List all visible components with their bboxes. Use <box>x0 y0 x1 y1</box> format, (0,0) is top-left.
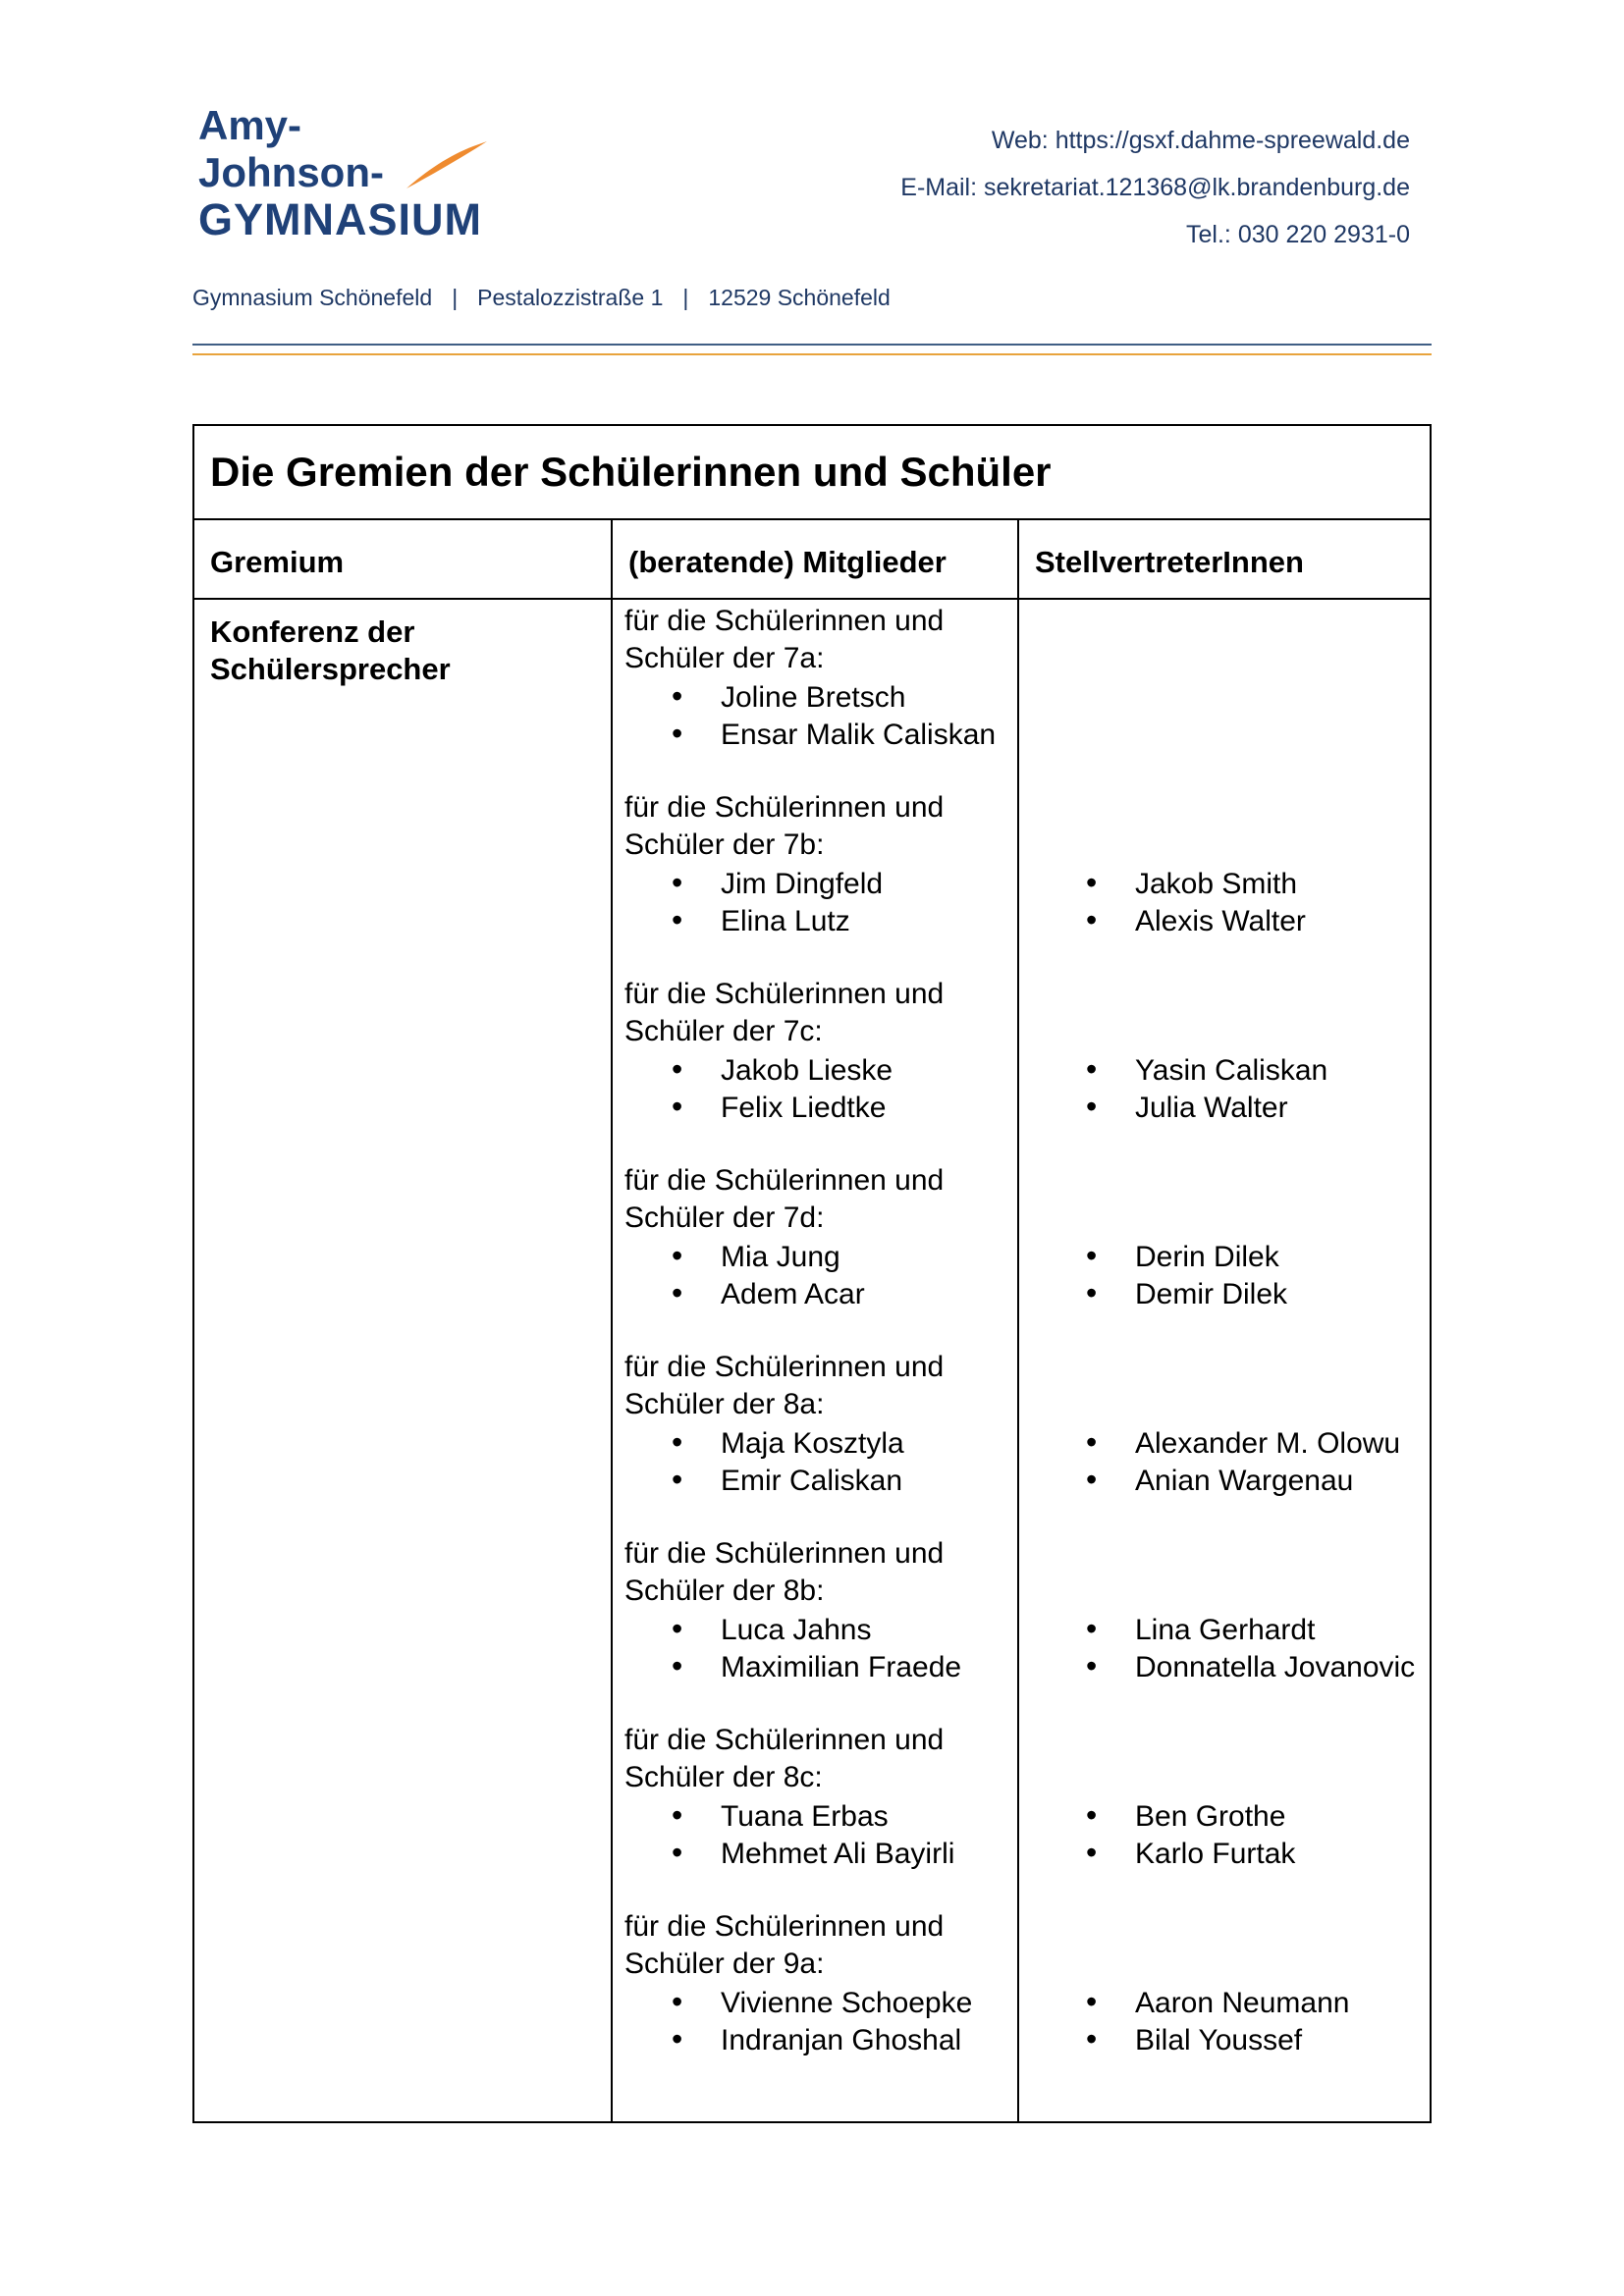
bullet-icon: • <box>672 1984 683 2019</box>
blank-line <box>624 1125 1017 1162</box>
bullet-icon: • <box>1086 1089 1098 1124</box>
intro-line-1: für die Schülerinnen und <box>624 605 945 637</box>
blank-line <box>624 1311 1017 1349</box>
member-item-name: Indranjan Ghoshal <box>721 2024 962 2056</box>
member-item <box>624 1796 1017 1834</box>
intro-line-2: Schüler der 9a: <box>624 1948 825 1980</box>
blank-line <box>1031 1200 1430 1237</box>
member-item-name: Tuana Erbas <box>721 1800 889 1833</box>
deputy-item-name: Ben Grothe <box>1135 1800 1286 1833</box>
bullet-icon: • <box>1086 1797 1098 1833</box>
member-item <box>624 1423 1017 1461</box>
blank-line <box>1031 1349 1430 1386</box>
deputy-section-8a <box>1031 1349 1430 1535</box>
blank-line <box>1031 1013 1430 1050</box>
deputy-section-8c <box>1031 1722 1430 1908</box>
bullet-icon: • <box>672 716 683 751</box>
blank-line <box>1031 1162 1430 1200</box>
deputy-item <box>1031 1983 1430 2020</box>
blank-line <box>1031 976 1430 1013</box>
member-item <box>624 715 1017 752</box>
deputy-section-7a <box>1031 603 1430 789</box>
bullet-icon: • <box>1086 1984 1098 2019</box>
swoosh-icon <box>406 141 487 188</box>
deputy-item <box>1031 1274 1430 1311</box>
deputy-item-name: Donnatella Jovanovic <box>1135 1651 1416 1683</box>
intro-line-2: Schüler der 7d: <box>624 1201 825 1234</box>
member-item <box>624 1647 1017 1684</box>
deputy-item-name: Demir Dilek <box>1135 1278 1288 1310</box>
member-item-name: Elina Lutz <box>721 905 850 937</box>
member-item <box>624 1050 1017 1088</box>
table-title: Die Gremien der Schülerinnen und Schüler <box>194 426 1430 520</box>
member-section-7c <box>624 976 1017 1162</box>
blank-line <box>624 752 1017 789</box>
intro-line-1: für die Schülerinnen und <box>624 1537 945 1570</box>
blank-line <box>1031 1125 1430 1162</box>
member-section-8b <box>624 1535 1017 1722</box>
member-item <box>624 2020 1017 2057</box>
member-item-name: Mehmet Ali Bayirli <box>721 1838 955 1870</box>
member-item-name: Jim Dingfeld <box>721 868 884 900</box>
intro-line-1: für die Schülerinnen und <box>624 1164 945 1197</box>
intro-line-1: für die Schülerinnen und <box>624 791 945 824</box>
deputy-item <box>1031 1050 1430 1088</box>
intro-line-2: Schüler der 7b: <box>624 828 825 861</box>
deputy-item-name: Karlo Furtak <box>1135 1838 1296 1870</box>
bullet-icon: • <box>672 1238 683 1273</box>
member-item <box>624 1088 1017 1125</box>
blank-line <box>1031 1946 1430 1983</box>
deputy-item-name: Anian Wargenau <box>1135 1465 1354 1497</box>
deputy-section-7c <box>1031 976 1430 1162</box>
intro-line-1: für die Schülerinnen und <box>624 1724 945 1756</box>
bullet-icon: • <box>1086 1238 1098 1273</box>
member-item <box>624 1274 1017 1311</box>
bullet-icon: • <box>1086 1051 1098 1087</box>
school-logo <box>198 102 482 244</box>
intro-line-2: Schüler der 8b: <box>624 1575 825 1607</box>
contact-block <box>900 128 1410 269</box>
member-item-name: Joline Bretsch <box>721 681 906 714</box>
blank-line <box>1031 827 1430 864</box>
logo-line-1: Amy- <box>198 102 302 148</box>
bullet-icon: • <box>672 1648 683 1683</box>
deputy-item-name: Julia Walter <box>1135 1092 1288 1124</box>
bullet-icon: • <box>672 1835 683 1870</box>
member-item-name: Adem Acar <box>721 1278 865 1310</box>
blank-line <box>1031 677 1430 715</box>
blank-line <box>1031 1871 1430 1908</box>
intro-line-2: Schüler der 8a: <box>624 1388 825 1420</box>
pipe-separator: | <box>452 285 459 310</box>
member-item-name: Maja Kosztyla <box>721 1427 904 1460</box>
bullet-icon: • <box>672 1424 683 1460</box>
member-item <box>624 1461 1017 1498</box>
member-section-7b <box>624 789 1017 976</box>
blank-line <box>1031 1573 1430 1610</box>
member-item <box>624 901 1017 938</box>
deputy-item <box>1031 1237 1430 1274</box>
bullet-icon: • <box>1086 1648 1098 1683</box>
bullet-icon: • <box>1086 1275 1098 1310</box>
blank-line <box>1031 1684 1430 1722</box>
bullet-icon: • <box>1086 1611 1098 1646</box>
deputy-item <box>1031 1834 1430 1871</box>
bullet-icon: • <box>672 1089 683 1124</box>
blank-line <box>1031 1498 1430 1535</box>
address-city: 12529 Schönefeld <box>708 285 891 310</box>
blank-line <box>1031 789 1430 827</box>
blank-line <box>1031 603 1430 640</box>
address-school: Gymnasium Schönefeld <box>192 285 433 310</box>
address-street: Pestalozzistraße 1 <box>477 285 664 310</box>
bullet-icon: • <box>1086 1835 1098 1870</box>
divider-line-blue <box>192 344 1432 346</box>
member-item-name: Emir Caliskan <box>721 1465 903 1497</box>
deputy-section-9a <box>1031 1908 1430 2095</box>
blank-line <box>1031 1908 1430 1946</box>
deputy-item-name: Alexis Walter <box>1135 905 1306 937</box>
bullet-icon: • <box>1086 902 1098 937</box>
blank-line <box>1031 752 1430 789</box>
bullet-icon: • <box>1086 1424 1098 1460</box>
member-item-name: Vivienne Schoepke <box>721 1987 973 2019</box>
deputies-cell <box>1017 600 1430 2121</box>
member-section-7d <box>624 1162 1017 1349</box>
deputy-item-name: Lina Gerhardt <box>1135 1614 1316 1646</box>
bullet-icon: • <box>1086 2021 1098 2056</box>
deputy-item <box>1031 1461 1430 1498</box>
blank-line <box>1031 1722 1430 1759</box>
bullet-icon: • <box>1086 865 1098 900</box>
member-item-name: Luca Jahns <box>721 1614 872 1646</box>
member-item <box>624 1983 1017 2020</box>
blank-line <box>1031 2057 1430 2095</box>
member-item-name: Jakob Lieske <box>721 1054 893 1087</box>
blank-line <box>1031 1386 1430 1423</box>
blank-line <box>1031 1311 1430 1349</box>
intro-line-1: für die Schülerinnen und <box>624 1351 945 1383</box>
bullet-icon: • <box>1086 1462 1098 1497</box>
member-item <box>624 1610 1017 1647</box>
deputy-item-name: Yasin Caliskan <box>1135 1054 1328 1087</box>
deputy-item-name: Derin Dilek <box>1135 1241 1279 1273</box>
deputy-item <box>1031 2020 1430 2057</box>
deputy-item <box>1031 1647 1430 1684</box>
deputy-item <box>1031 1796 1430 1834</box>
gremium-cell: Konferenz der Schülersprecher <box>210 614 451 686</box>
bullet-icon: • <box>672 865 683 900</box>
member-section-7a <box>624 603 1017 789</box>
member-item <box>624 1237 1017 1274</box>
deputy-item-name: Aaron Neumann <box>1135 1987 1350 2019</box>
contact-tel: Tel.: 030 220 2931-0 <box>1186 221 1410 248</box>
deputy-section-7d <box>1031 1162 1430 1349</box>
contact-email: E-Mail: sekretariat.121368@lk.brandenburg.de <box>900 174 1410 201</box>
address-line <box>192 283 891 312</box>
blank-line <box>624 1684 1017 1722</box>
intro-line-1: für die Schülerinnen und <box>624 978 945 1010</box>
deputy-section-8b <box>1031 1535 1430 1722</box>
intro-line-1: für die Schülerinnen und <box>624 1910 945 1943</box>
bullet-icon: • <box>672 1051 683 1087</box>
blank-line <box>1031 1535 1430 1573</box>
member-item <box>624 864 1017 901</box>
table-header-row <box>194 520 1430 600</box>
bullet-icon: • <box>672 1275 683 1310</box>
blank-line <box>624 2057 1017 2095</box>
table-body-row <box>194 600 1430 2121</box>
intro-line-2: Schüler der 8c: <box>624 1761 823 1793</box>
intro-line-2: Schüler der 7c: <box>624 1015 823 1047</box>
intro-line-2: Schüler der 7a: <box>624 642 825 674</box>
bullet-icon: • <box>672 1797 683 1833</box>
bullet-icon: • <box>672 678 683 714</box>
column-header-members: (beratende) Mitglieder <box>611 520 1017 598</box>
blank-line <box>624 1871 1017 1908</box>
blank-line <box>624 938 1017 976</box>
bullet-icon: • <box>672 2021 683 2056</box>
column-header-gremium: Gremium <box>210 544 345 579</box>
blank-line <box>1031 715 1430 752</box>
member-item-name: Maximilian Fraede <box>721 1651 962 1683</box>
member-item-name: Felix Liedtke <box>721 1092 887 1124</box>
bullet-icon: • <box>672 1611 683 1646</box>
bullet-icon: • <box>672 1462 683 1497</box>
deputy-item <box>1031 1088 1430 1125</box>
blank-line <box>1031 938 1430 976</box>
bullet-icon: • <box>672 902 683 937</box>
blank-line <box>1031 1759 1430 1796</box>
members-cell <box>611 600 1017 2121</box>
member-section-8c <box>624 1722 1017 1908</box>
member-section-9a <box>624 1908 1017 2095</box>
deputy-item-name: Jakob Smith <box>1135 868 1298 900</box>
logo-line-2: Johnson- <box>198 149 482 196</box>
member-item <box>624 677 1017 715</box>
deputy-item <box>1031 1423 1430 1461</box>
deputy-item-name: Bilal Youssef <box>1135 2024 1303 2056</box>
logo-line-3: GYMNASIUM <box>198 194 482 244</box>
member-item <box>624 1834 1017 1871</box>
deputy-item <box>1031 1610 1430 1647</box>
member-item-name: Mia Jung <box>721 1241 840 1273</box>
deputy-item <box>1031 901 1430 938</box>
blank-line <box>1031 640 1430 677</box>
member-section-8a <box>624 1349 1017 1535</box>
pipe-separator: | <box>682 285 689 310</box>
blank-line <box>624 1498 1017 1535</box>
deputy-section-7b <box>1031 789 1430 976</box>
deputy-item-name: Alexander M. Olowu <box>1135 1427 1401 1460</box>
divider-line-orange <box>192 353 1432 355</box>
deputy-item <box>1031 864 1430 901</box>
committees-table <box>192 424 1432 2123</box>
member-item-name: Ensar Malik Caliskan <box>721 719 997 751</box>
contact-web: Web: https://gsxf.dahme-spreewald.de <box>991 127 1410 154</box>
column-header-deputies: StellvertreterInnen <box>1017 520 1430 598</box>
